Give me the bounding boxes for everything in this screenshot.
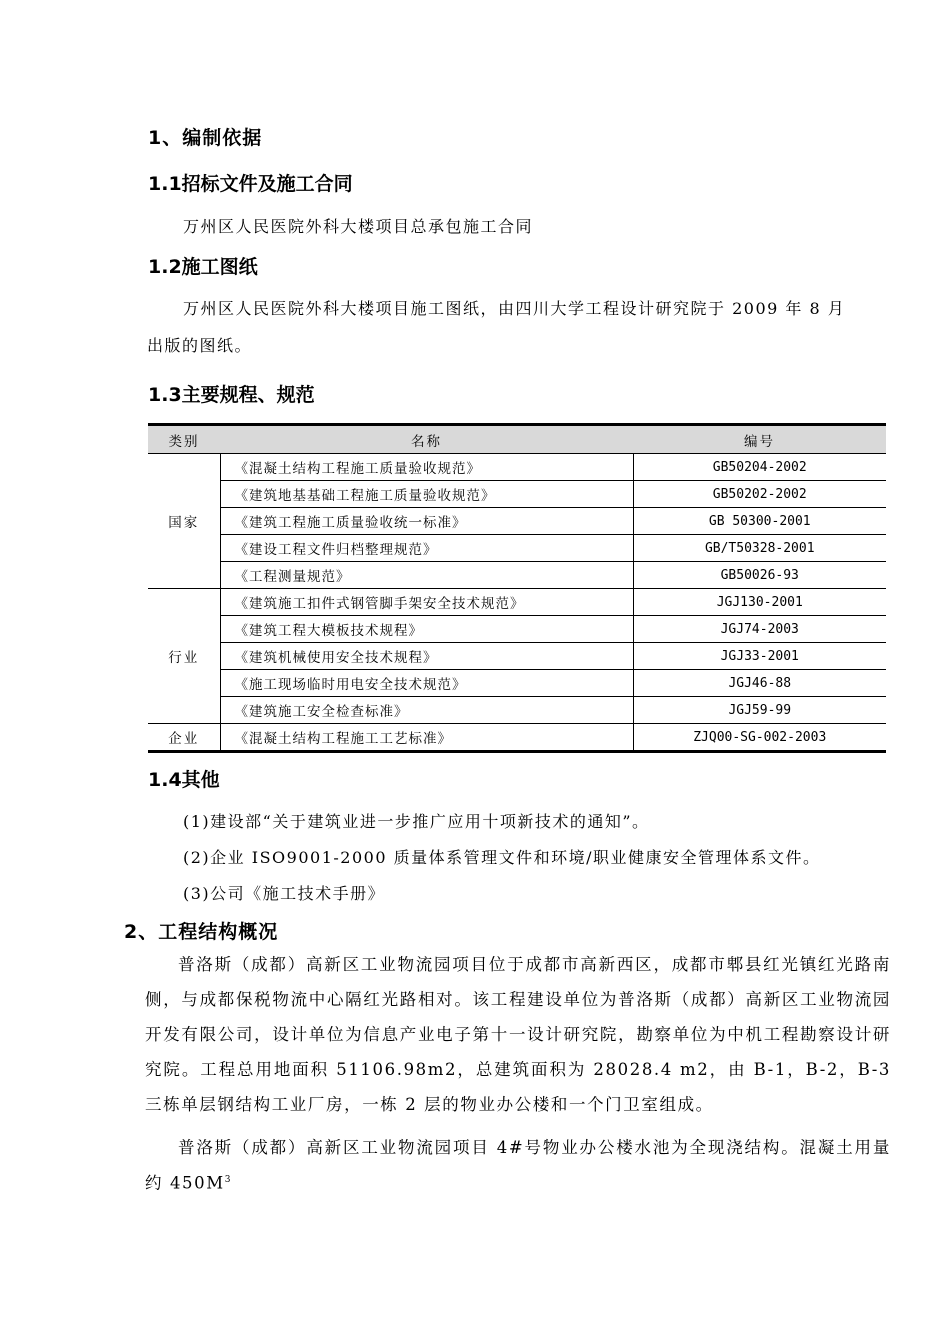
standard-name: 《施工现场临时用电安全技术规范》 xyxy=(220,670,633,697)
header-code: 编号 xyxy=(633,425,886,454)
standard-code: JGJ46-88 xyxy=(633,670,886,697)
standard-name: 《建筑施工安全检查标准》 xyxy=(220,697,633,724)
table-row xyxy=(148,643,886,670)
standard-name: 《混凝土结构工程施工工艺标准》 xyxy=(220,724,633,752)
category-enterprise: 企业 xyxy=(148,724,220,752)
standard-name: 《建筑施工扣件式钢管脚手架安全技术规范》 xyxy=(220,589,633,616)
category-industry: 行业 xyxy=(148,589,220,724)
heading-2: 2、工程结构概况 xyxy=(124,921,279,943)
other-item-2: (2)企业 ISO9001-2000 质量体系管理文件和环境/职业健康安全管理体系文件。 xyxy=(183,848,821,867)
drawings-text-line2: 出版的图纸。 xyxy=(147,336,253,355)
overview-paragraph-2 xyxy=(145,1132,891,1200)
standard-code: GB50026-93 xyxy=(633,562,886,589)
table-row xyxy=(148,616,886,643)
table-row xyxy=(148,562,886,589)
table-row xyxy=(148,535,886,562)
standard-name: 《建筑工程大模板技术规程》 xyxy=(220,616,633,643)
drawings-text-line1: 万州区人民医院外科大楼项目施工图纸，由四川大学工程设计研究院于 2009 年 8 月 xyxy=(183,299,846,318)
other-item-1: (1)建设部“关于建筑业进一步推广应用十项新技术的通知”。 xyxy=(183,812,650,831)
table-header-row xyxy=(148,425,886,454)
header-category: 类别 xyxy=(148,425,220,454)
standard-name: 《建筑机械使用安全技术规程》 xyxy=(220,643,633,670)
standard-code: JGJ74-2003 xyxy=(633,616,886,643)
heading-1: 1、编制依据 xyxy=(148,127,263,149)
heading-1-2: 1.2施工图纸 xyxy=(148,256,258,278)
standard-code: JGJ33-2001 xyxy=(633,643,886,670)
heading-1-3: 1.3主要规程、规范 xyxy=(148,384,315,406)
contract-text: 万州区人民医院外科大楼项目总承包施工合同 xyxy=(183,217,534,236)
standard-name: 《工程测量规范》 xyxy=(220,562,633,589)
heading-1-1: 1.1招标文件及施工合同 xyxy=(148,173,353,195)
heading-1-4: 1.4其他 xyxy=(148,769,220,791)
category-national: 国家 xyxy=(148,454,220,589)
table-row xyxy=(148,724,886,752)
table-row xyxy=(148,454,886,481)
standard-name: 《建筑地基基础工程施工质量验收规范》 xyxy=(220,481,633,508)
standard-code: GB50204-2002 xyxy=(633,454,886,481)
other-item-3: (3)公司《施工技术手册》 xyxy=(183,884,386,903)
standard-code: GB/T50328-2001 xyxy=(633,535,886,562)
standards-table xyxy=(148,423,886,753)
standard-code: GB50202-2002 xyxy=(633,481,886,508)
cubic-superscript: 3 xyxy=(224,1175,233,1185)
standard-name: 《混凝土结构工程施工质量验收规范》 xyxy=(220,454,633,481)
table-row xyxy=(148,670,886,697)
standard-name: 《建筑工程施工质量验收统一标准》 xyxy=(220,508,633,535)
standard-code: ZJQ00-SG-002-2003 xyxy=(633,724,886,752)
standard-code: JGJ59-99 xyxy=(633,697,886,724)
overview-paragraph-2-text: 普洛斯（成都）高新区工业物流园项目 4#号物业办公楼水池为全现浇结构。混凝土用量约 450M xyxy=(145,1138,891,1193)
standard-code: GB 50300-2001 xyxy=(633,508,886,535)
table-row xyxy=(148,589,886,616)
table-row xyxy=(148,508,886,535)
standard-name: 《建设工程文件归档整理规范》 xyxy=(220,535,633,562)
table-row xyxy=(148,697,886,724)
header-name: 名称 xyxy=(220,425,633,454)
table-row xyxy=(148,481,886,508)
standard-code: JGJ130-2001 xyxy=(633,589,886,616)
overview-paragraph-1: 普洛斯（成都）高新区工业物流园项目位于成都市高新西区，成都市郫县红光镇红光路南侧，与成都保税物流中心隔红光路相对。该工程建设单位为普洛斯（成都）高新区工业物流园开发有限公司，设计单位为信息产业电子第十一设计研究院，勘察单位为中机工程勘察设计研究院。工程总用地面积 51106.98m2，总建筑面积为 28028.4 m2，由 B-1，B-2，B-3 三栋单层钢结构工业厂房，一栋 2 层的物业办公楼和一个门卫室组成。 xyxy=(145,955,891,1114)
